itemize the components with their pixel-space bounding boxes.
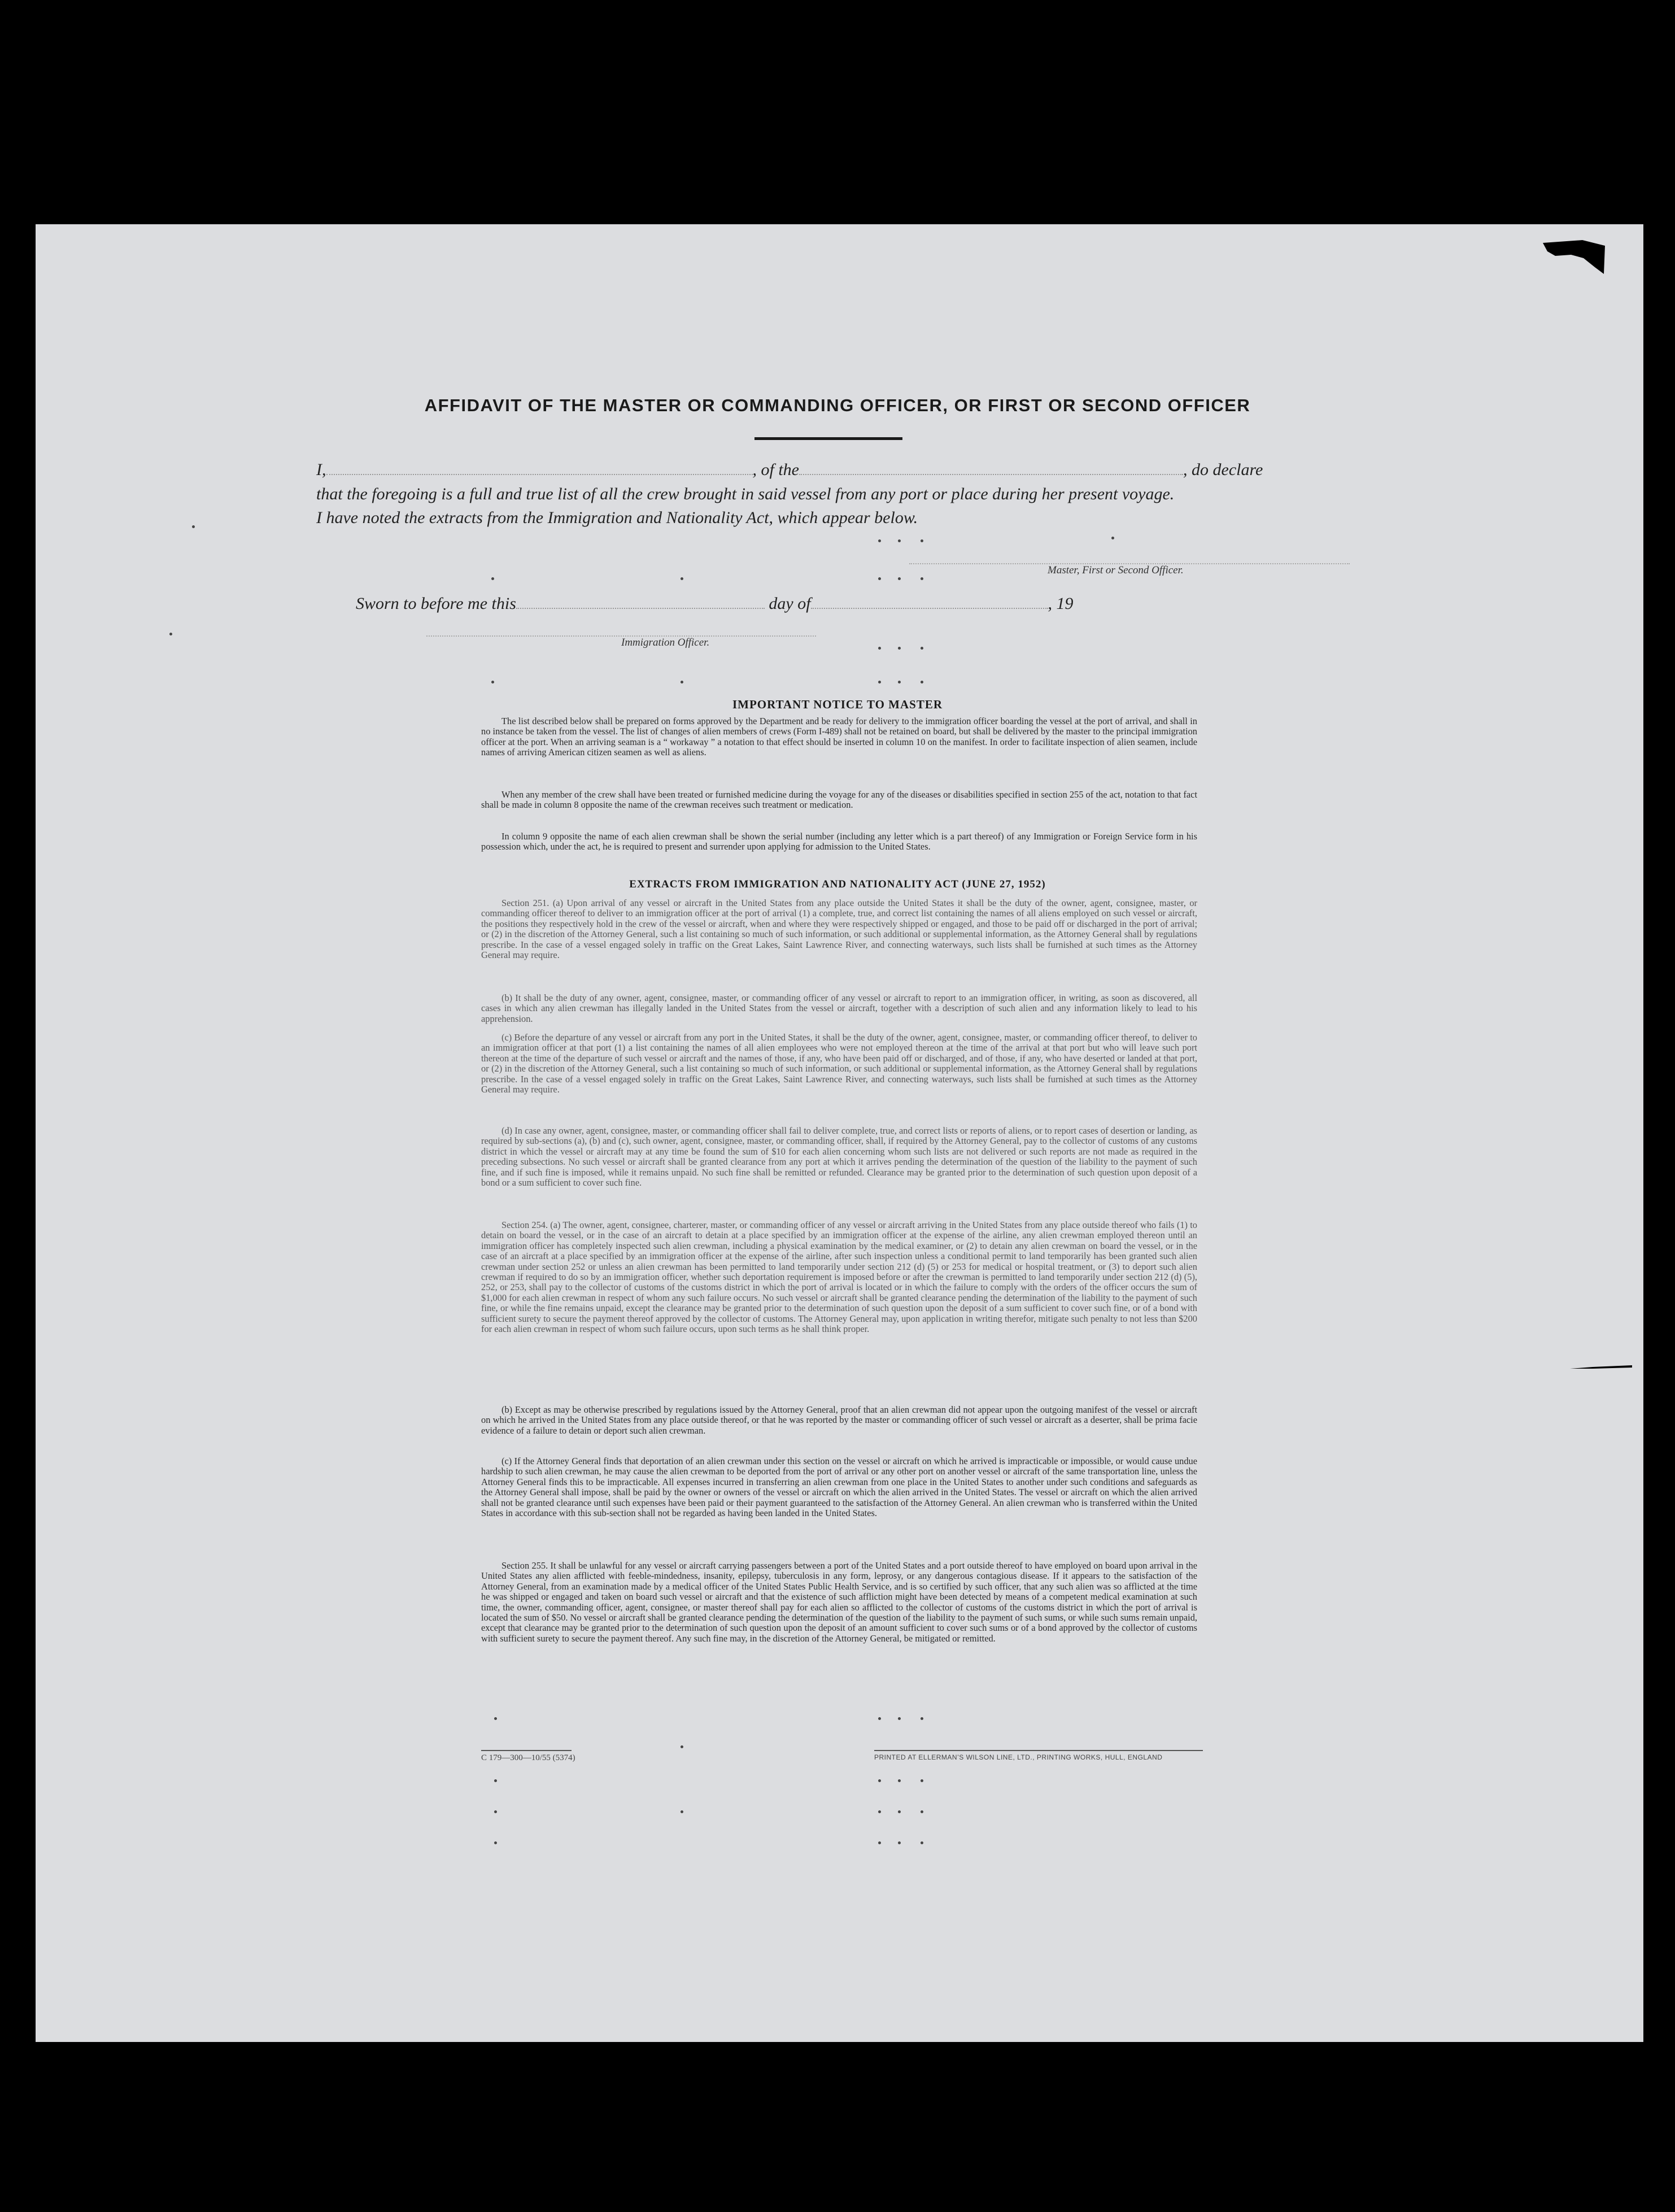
sworn-day-of: day of <box>769 594 811 613</box>
dot <box>681 1810 683 1813</box>
sworn-day-blank[interactable] <box>516 608 765 609</box>
declaration-do-declare: , do declare <box>1183 460 1263 479</box>
title-underline <box>754 437 902 440</box>
vessel-blank[interactable] <box>799 474 1183 475</box>
dot <box>878 681 881 683</box>
immigration-officer-label: Immigration Officer. <box>621 637 710 648</box>
dot <box>878 1779 881 1782</box>
dot <box>491 681 494 683</box>
extract-section-255: Section 255. It shall be unlawful for any vessel or aircraft carrying passengers between a port of the United States and a port outside thereof to have employed on board upon arrival in the United States any alien afflicted with feeble-mindedness, insanity, epilepsy, tuberculosis in any form, leprosy, or any dangerous contagious disease. If it appears to the satisfaction of the Attorney General, from an examination made by a medical officer of the United States Public Health Service, and is so certified by such officer, that any such alien was so afflicted at the time he was shipped or engaged and taken on board such vessel or aircraft and that the existence of such affliction might have been detected by means of a competent medical examination at such time, the owner, commanding officer, agent, consignee, or master thereof shall pay for each alien so afflicted to the collector of customs of the customs district in which the port of arrival is located the sum of $50. No vessel or aircraft shall be granted clearance pending the determination of the question of the liability to the payment of such sums, or while such sums remain unpaid, except that clearance may be granted prior to the determination of such question upon the deposit of an amount sufficient to cover such sums or of a bond approved by the collector of customs with sufficient surety to secure the payment thereof. Any such fine may, in the discretion of the Attorney General, be mitigated or remitted. <box>481 1560 1197 1644</box>
dot <box>494 1810 497 1813</box>
dot <box>681 577 683 580</box>
dot <box>1111 537 1114 539</box>
dot <box>898 539 901 542</box>
dot <box>878 647 881 650</box>
dot <box>491 577 494 580</box>
dot <box>898 1779 901 1782</box>
declaration-line-2: that the foregoing is a full and true list of all the crew brought in said vessel from any port or place during her present voyage. <box>316 485 1175 503</box>
dot <box>494 1779 497 1782</box>
dot <box>878 1841 881 1844</box>
extract-section-251d: (d) In case any owner, agent, consignee, master, or commanding officer shall fail to deliver complete, true, and correct lists or reports of aliens, or to report cases of desertion or landing, as required by sub-sections (a), (b) and (c), such owner, agent, consignee, master, or commanding officer, shall, if required by the Attorney General, pay to the collector of customs of any customs district in which the vessel or aircraft may at any time be found the sum of $10 for each alien concerning whom such lists are not delivered or such reports are not made as required in the preceding subsections. No such vessel or aircraft shall be granted clearance from any port at which it arrives pending the determination of the question of the liability to the payment of such fine, and if such fine is imposed, while it remains unpaid. No such fine shall be remitted or refunded. Clearance may be granted prior to the determination of such question upon deposit of a bond or a sum sufficient to cover such fine. <box>481 1125 1197 1188</box>
extract-section-254c: (c) If the Attorney General finds that deportation of an alien crewman under this section on the vessel or aircraft on which he arrived is impracticable or impossible, or would cause undue hardship to such alien crewman, he may cause the alien crewman to be deported from the port of arrival or any other port on another vessel or aircraft of the same transportation line, unless the Attorney General finds this to be impracticable. All expenses incurred in transferring an alien crewman from one place in the United States to another under such conditions and safeguards as the Attorney General shall impose, shall be paid by the owner or owners of the vessel or aircraft on which the alien arrived in the United States. The vessel or aircraft on which the alien arrived shall not be granted clearance until such expenses have been paid or their payment guaranteed to the satisfaction of the Attorney General. An alien crewman who is transferred within the United States in accordance with this sub-section shall not be regarded as having been landed in the United States. <box>481 1456 1197 1519</box>
footer-rule-left <box>481 1750 572 1751</box>
dot <box>878 539 881 542</box>
dot <box>921 1810 923 1813</box>
sworn-month-blank[interactable] <box>811 608 1048 609</box>
dot <box>921 577 923 580</box>
extract-section-251b: (b) It shall be the duty of any owner, agent, consignee, master, or commanding officer of any vessel or aircraft to report to an immigration officer, in writing, as soon as discovered, all cases in which any alien crewman has illegally landed in the United States from the vessel or aircraft, together with a description of such alien and any information likely to lead to his apprehension. <box>481 992 1197 1024</box>
torn-corner <box>1543 240 1605 274</box>
edge-scratch <box>1570 1365 1632 1370</box>
dot <box>878 1717 881 1720</box>
declaration-line-3: I have noted the extracts from the Immigration and Nationality Act, which appear below. <box>316 508 918 527</box>
dot <box>169 633 172 635</box>
sworn-year: , 19 <box>1048 594 1074 613</box>
footer-rule-right <box>874 1750 1203 1751</box>
dot <box>494 1717 497 1720</box>
notice-heading: IMPORTANT NOTICE TO MASTER <box>732 698 943 711</box>
dot <box>681 681 683 683</box>
dot <box>878 1810 881 1813</box>
dot <box>681 1745 683 1748</box>
dot <box>898 647 901 650</box>
dot <box>192 525 195 528</box>
page-title: AFFIDAVIT OF THE MASTER OR COMMANDING OFFICER, OR FIRST OR SECOND OFFICER <box>424 395 1251 415</box>
notice-paragraph-3: In column 9 opposite the name of each alien crewman shall be shown the serial number (including any letter which is a part thereof) of any Immigration or Foreign Service form in his possession which, under the act, he is required to present and surrender upon applying for admission to the United States. <box>481 831 1197 852</box>
sworn-line <box>356 591 1401 616</box>
declaration-i: I, <box>316 460 326 479</box>
extract-section-254a: Section 254. (a) The owner, agent, consignee, charterer, master, or commanding officer of any vessel or aircraft arriving in the United States from any place outside thereof who fails (1) to detain on board the vessel, or in the case of an aircraft to detain at a place specified by an immigration officer at the expense of the airline, any alien crewman employed thereon until an immigration officer has completely inspected such alien crewman, including a physical examination by the medical examiner, or (2) to detain any alien crewman on board the vessel, or in the case of an aircraft at a place specified by an immigration officer at the expense of the airline, after such inspection unless a conditional permit to land temporarily has been granted such alien crewman under section 252 or unless an alien crewman has been permitted to land temporarily under section 212 (d) (5) or 253 for medical or hospital treatment, or (3) to deport such alien crewman if required to do so by an immigration officer, whether such deportation requirement is imposed before or after the crewman is permitted to land temporarily under section 212 (d) (5), 252, or 253, shall pay to the collector of customs of the customs district in which the port of arrival is located or in which the failure to comply with the orders of the officer occurs the sum of $1,000 for each alien crewman in respect of whom any such failure occurs. No such vessel or aircraft shall be granted clearance pending the determination of the liability to the payment of such fine, or while the fine remains unpaid, except the clearance may be granted prior to the determination of such question upon the deposit of a sum sufficient to cover such fine, or of a bond with sufficient surety to secure the payment thereof approved by the collector of customs. The Attorney General may, upon application in writing therefor, mitigate such penalty to not less than $200 for each alien crewman in respect of whom such failure occurs, upon such terms as he shall think proper. <box>481 1220 1197 1335</box>
dot <box>898 1717 901 1720</box>
dot <box>878 577 881 580</box>
dot <box>921 647 923 650</box>
name-blank[interactable] <box>326 474 753 475</box>
dot <box>494 1841 497 1844</box>
notice-paragraph-1: The list described below shall be prepared on forms approved by the Department and be ready for delivery to the immigration officer boarding the vessel at the port of arrival, and shall in no instance be taken from the vessel. The list of changes of alien members of crews (Form I-489) shall not be retained on board, but shall be delivered by the master to the principal immigration officer at the port. When an arriving seaman is a “ workaway ” a notation to that effect should be inserted in column 10 on the manifest. In order to facilitate inspection of alien seamen, include names of arriving American citizen seamen as well as aliens. <box>481 716 1197 758</box>
declaration-line-1 <box>316 458 1361 482</box>
dot <box>898 577 901 580</box>
dot <box>898 681 901 683</box>
extract-section-251c: (c) Before the departure of any vessel or aircraft from any port in the United States, it shall be the duty of the owner, agent, consignee, master, or commanding officer thereof, to deliver to an immigration officer at that port (1) a list containing the names of all alien employees who were not employed thereon at the time of the arrival at that port but who will leave such port thereon at the time of the departure of such vessel or aircraft and the names of those, if any, who have been paid off or discharged, and of those, if any, who have deserted or landed at that port, or (2) in the discretion of the Attorney General, such a list containing so much of such information, or such additional or supplemental information, as the Attorney General shall by regulations prescribe. In the case of a vessel engaged solely in traffic on the Great Lakes, Saint Lawrence River, and connecting waterways, such lists shall be furnished at such times as the Attorney General may require. <box>481 1032 1197 1095</box>
dot <box>921 1779 923 1782</box>
extracts-heading: EXTRACTS FROM IMMIGRATION AND NATIONALITY ACT (JUNE 27, 1952) <box>629 878 1046 890</box>
dot <box>898 1841 901 1844</box>
dot <box>921 681 923 683</box>
notice-paragraph-2: When any member of the crew shall have been treated or furnished medicine during the voyage for any of the diseases or disabilities specified in section 255 of the act, notation to that fact shall be made in column 8 opposite the name of the crewman receives such treatment or medication. <box>481 789 1197 811</box>
dot <box>921 1717 923 1720</box>
form-code: C 179—300—10/55 (5374) <box>481 1753 575 1762</box>
dot <box>921 1841 923 1844</box>
dot <box>921 539 923 542</box>
dot <box>898 1810 901 1813</box>
master-label: Master, First or Second Officer. <box>1048 564 1184 576</box>
printer-imprint: PRINTED AT ELLERMAN’S WILSON LINE, LTD., PRINTING WORKS, HULL, ENGLAND <box>874 1753 1163 1761</box>
extract-section-254b: (b) Except as may be otherwise prescribed by regulations issued by the Attorney General, proof that an alien crewman did not appear upon the outgoing manifest of the vessel or aircraft on which he arrived in the United States from any place outside thereof, or that he was reported by the master or commanding officer of such vessel or aircraft as a deserter, shall be prima facie evidence of a failure to detain or deport such alien crewman. <box>481 1404 1197 1436</box>
sworn-prefix: Sworn to before me this <box>356 594 516 613</box>
declaration-of-the: , of the <box>752 460 799 479</box>
extract-section-251a: Section 251. (a) Upon arrival of any vessel or aircraft in the United States from any place outside the United States it shall be the duty of the owner, agent, consignee, master, or commanding officer thereof to deliver to an immigration officer at the port of arrival (1) a complete, true, and correct list containing the names of all aliens employed on such vessel or aircraft, the positions they respectively hold in the crew of the vessel or aircraft, when and where they were respectively shipped or engaged, and those to be paid off or discharged in the port of arrival; or (2) in the discretion of the Attorney General, such a list containing so much of such information, or such additional or supplemental information, as the Attorney General shall by regulations prescribe. In the case of a vessel engaged solely in traffic on the Great Lakes, Saint Lawrence River, and connecting waterways, such lists shall be furnished at such times as the Attorney General may require. <box>481 898 1197 961</box>
